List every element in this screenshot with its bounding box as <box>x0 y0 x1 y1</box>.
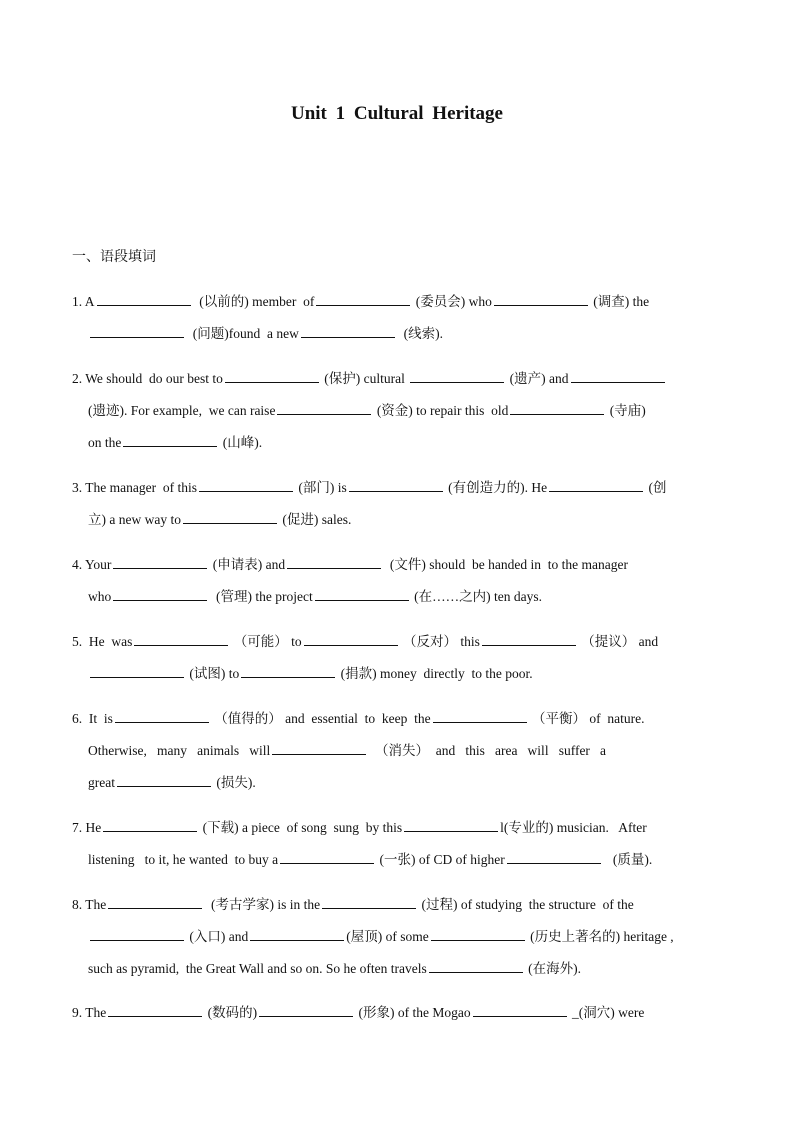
question-line <box>72 703 722 735</box>
question-text: 立) a new way to <box>88 512 181 527</box>
question-text: (山峰). <box>219 435 263 450</box>
question-text: （提议） and <box>577 634 659 649</box>
question-text: 3. The manager of this <box>72 480 197 495</box>
question-text: 8. The <box>72 897 107 912</box>
answer-blank[interactable] <box>90 939 184 941</box>
question-text: (形象) of the Mogao <box>355 1005 471 1020</box>
answer-blank[interactable] <box>115 721 209 723</box>
question-text: （消失） and this area will suffer a <box>368 743 607 758</box>
question-item <box>72 363 722 459</box>
question-text: (数码的) <box>204 1005 258 1020</box>
page-title: Unit 1 Cultural Heritage <box>290 103 503 124</box>
answer-blank[interactable] <box>287 567 381 569</box>
question-item <box>72 812 722 876</box>
question-line <box>72 889 722 921</box>
answer-blank[interactable] <box>510 413 604 415</box>
question-item <box>72 286 722 350</box>
answer-blank[interactable] <box>473 1015 567 1017</box>
question-text: （平衡） of nature. <box>528 711 645 726</box>
question-text: (质量). <box>602 852 653 867</box>
answer-blank[interactable] <box>103 830 197 832</box>
question-item <box>72 997 722 1029</box>
question-line <box>72 626 722 658</box>
question-text: (在……之内) ten days. <box>410 589 542 604</box>
question-item <box>72 889 722 985</box>
question-item <box>72 626 722 690</box>
question-text: (委员会) who <box>412 294 492 309</box>
question-text: l(专业的) musician. After <box>500 820 647 835</box>
answer-blank[interactable] <box>250 939 344 941</box>
question-text: (遗迹). For example, we can raise <box>88 403 276 418</box>
answer-blank[interactable] <box>304 644 398 646</box>
question-text: (考古学家) is in the <box>204 897 321 912</box>
question-line <box>72 427 722 459</box>
question-text: (入口) and <box>186 929 249 944</box>
question-line <box>72 658 722 690</box>
question-text: 6. It is <box>72 711 113 726</box>
question-text: (遗产) and <box>506 371 569 386</box>
answer-blank[interactable] <box>549 490 643 492</box>
answer-blank[interactable] <box>259 1015 353 1017</box>
question-item <box>72 549 722 613</box>
answer-blank[interactable] <box>316 304 410 306</box>
answer-blank[interactable] <box>199 490 293 492</box>
question-line <box>72 286 722 318</box>
question-text: (部门) is <box>294 480 347 495</box>
answer-blank[interactable] <box>183 522 277 524</box>
question-line <box>72 812 722 844</box>
question-line <box>72 395 722 427</box>
answer-blank[interactable] <box>241 676 335 678</box>
question-text: (有创造力的). He <box>444 480 548 495</box>
answer-blank[interactable] <box>571 381 665 383</box>
section-heading: 一、语段填词 <box>72 249 156 265</box>
question-text: （可能） to <box>230 634 302 649</box>
question-text: (屋顶) of some <box>346 929 429 944</box>
question-text: (历史上著名的) heritage , <box>526 929 674 944</box>
question-text: on the <box>88 435 122 450</box>
answer-blank[interactable] <box>108 907 202 909</box>
question-text: (以前的) member of <box>192 294 315 309</box>
answer-blank[interactable] <box>433 721 527 723</box>
answer-blank[interactable] <box>134 644 228 646</box>
question-text: (促进) sales. <box>278 512 352 527</box>
question-text: (在海外). <box>524 961 581 976</box>
question-text: Otherwise, many animals will <box>88 743 271 758</box>
answer-blank[interactable] <box>507 862 601 864</box>
question-line <box>72 549 722 581</box>
answer-blank[interactable] <box>404 830 498 832</box>
question-text: (资金) to repair this old <box>373 403 509 418</box>
answer-blank[interactable] <box>113 567 207 569</box>
question-text: (调查) the <box>589 294 650 309</box>
question-line <box>72 504 722 536</box>
question-text: 1. A <box>72 294 95 309</box>
question-line <box>72 921 722 953</box>
question-text: (捐款) money directly to the poor. <box>337 666 533 681</box>
answer-blank[interactable] <box>90 676 184 678</box>
question-text: （值得的） and essential to keep the <box>210 711 431 726</box>
answer-blank[interactable] <box>301 336 395 338</box>
question-text: (保护) cultural <box>320 371 409 386</box>
answer-blank[interactable] <box>108 1015 202 1017</box>
question-text: (文件) should be handed in to the manager <box>383 557 628 572</box>
question-text: 7. He <box>72 820 102 835</box>
question-text: (问题)found a new <box>186 326 299 341</box>
answer-blank[interactable] <box>315 599 409 601</box>
answer-blank[interactable] <box>90 336 184 338</box>
question-text: (线索). <box>396 326 443 341</box>
question-text: 4. Your <box>72 557 112 572</box>
question-text: listening to it, he wanted to buy a <box>88 852 279 867</box>
answer-blank[interactable] <box>494 304 588 306</box>
question-text: 2. We should do our best to <box>72 371 223 386</box>
question-text: (创 <box>645 480 667 495</box>
question-text: (一张) of CD of higher <box>376 852 505 867</box>
question-line <box>72 735 722 767</box>
question-line <box>72 844 722 876</box>
answer-blank[interactable] <box>410 381 504 383</box>
answer-blank[interactable] <box>482 644 576 646</box>
answer-blank[interactable] <box>277 413 371 415</box>
question-text: such as pyramid, the Great Wall and so on. So he often travels <box>88 961 427 976</box>
question-text: _(洞穴) were <box>568 1005 645 1020</box>
question-line <box>72 363 722 395</box>
question-line <box>72 581 722 613</box>
answer-blank[interactable] <box>117 785 211 787</box>
question-text: 9. The <box>72 1005 107 1020</box>
question-text: (试图) to <box>186 666 240 681</box>
question-text: (管理) the project <box>209 589 313 604</box>
question-text: (寺庙) <box>606 403 646 418</box>
answer-blank[interactable] <box>123 445 217 447</box>
question-line <box>72 997 722 1029</box>
answer-blank[interactable] <box>322 907 416 909</box>
question-text: (过程) of studying the structure of the <box>418 897 634 912</box>
question-text: （反对） this <box>399 634 480 649</box>
answer-blank[interactable] <box>272 753 366 755</box>
answer-blank[interactable] <box>431 939 525 941</box>
answer-blank[interactable] <box>97 304 191 306</box>
question-item <box>72 472 722 536</box>
question-text: (申请表) and <box>209 557 286 572</box>
question-line <box>72 472 722 504</box>
answer-blank[interactable] <box>280 862 374 864</box>
answer-blank[interactable] <box>349 490 443 492</box>
answer-blank[interactable] <box>113 599 207 601</box>
question-text: 5. He was <box>72 634 133 649</box>
question-line <box>72 318 722 350</box>
question-text: (下载) a piece of song sung by this <box>199 820 403 835</box>
question-text: (损失). <box>212 775 256 790</box>
answer-blank[interactable] <box>429 971 523 973</box>
question-line <box>72 767 722 799</box>
question-item <box>72 703 722 799</box>
question-text: great <box>88 775 115 790</box>
answer-blank[interactable] <box>225 381 319 383</box>
question-text: who <box>88 589 112 604</box>
question-line <box>72 953 722 985</box>
